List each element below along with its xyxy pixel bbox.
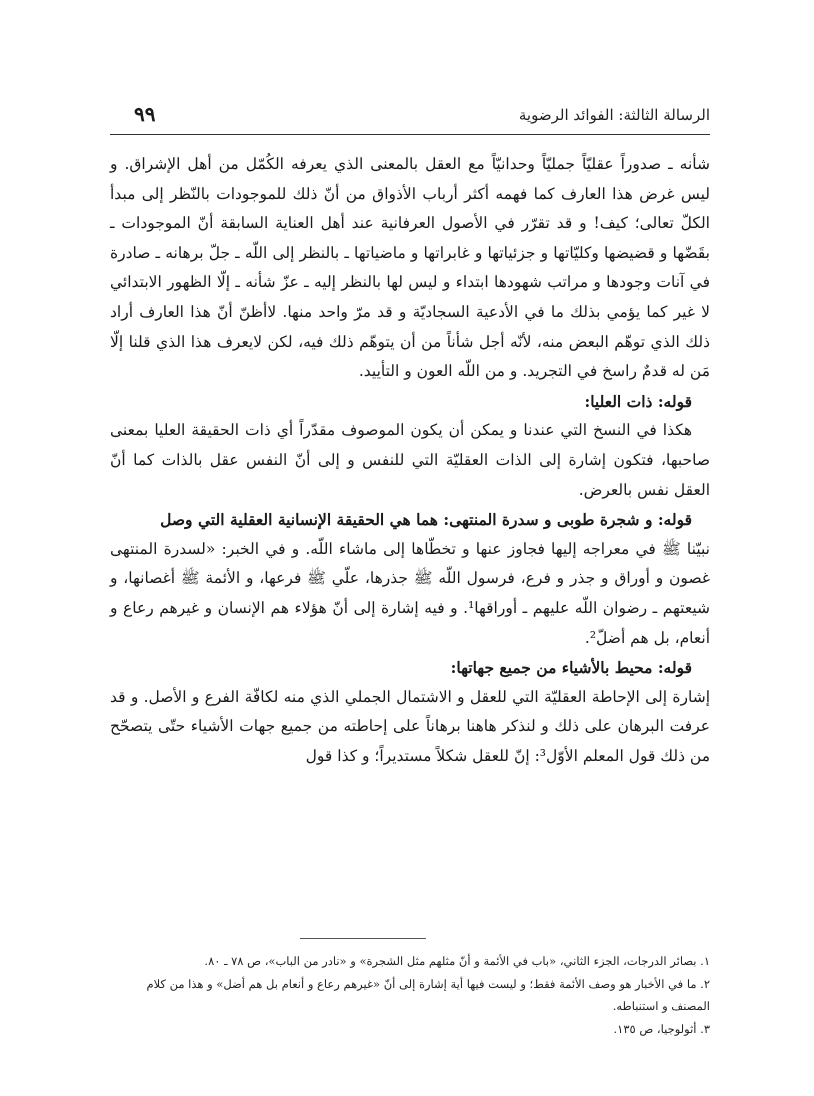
paragraph: نبيّنا ﷺ في معراجه إليها فجاوز عنها و تخطّاها إلى ماشاء اللّه. و في الخبر: «لسدرة المنتهى غصون و أوراق و جذر و فرع، فرسول اللّه ﷺ جذرها، علّي ﷺ فرعها، و الأئمة ﷺ أغصانها، و شيعتهم ـ رضوان اللّه عليهم ـ أوراقها¹. و فيه إشارة إلى أنّ هؤلاء هم الإنسان و غيرهم رعاع و أنعام، بل هم أضلّ². <box>110 539 710 647</box>
page-header <box>110 98 710 135</box>
footnote: ١. بصائر الدرجات، الجزء الثاني، «باب في الأئمة و أنّ مثلهم مثل الشجرة» و «نادر من الباب»، ص ٧٨ ـ ٨٠. <box>204 954 710 968</box>
quoted-heading: قوله: محيط بالأشياء من جميع جهاتها: <box>450 658 692 678</box>
paragraph: إشارة إلى الإحاطة العقليّة التي للعقل و الاشتمال الجملي الذي منه لكافّة الفرع و الأصل. و قد عرفت البرهان على ذلك و لنذكر هاهنا برهاناً على إحاطته من جميع جهات الأشياء حتّى يتصحّح من ذلك قول المعلم الأوّل³: إنّ للعقل شكلاً مستديراً؛ و كذا قول <box>110 687 710 765</box>
footnote-separator <box>300 938 426 939</box>
running-title: الرسالة الثالثة: الفوائد الرضوية <box>518 106 710 124</box>
footnote: ٢. ما في الأخبار هو وصف الأئمة فقط؛ و ليست فيها أية إشارة إلى أنّ «غيرهم رعاع و أنعام بل هم أضل» و هذا من كلام المصنف و استنباطه. <box>146 976 710 1013</box>
footnote: ٣. أثولوجيا، ص ١٣٥. <box>613 1021 710 1036</box>
paragraph: هكذا في النسخ التي عندنا و يمكن أن يكون الموصوف مقدّراً أي ذات الحقيقة العليا بمعنى صاحبها، فتكون إشارة إلى الذات العقليّة التي للنفس و إلى أنّ النفس عقل بالذات كما أنّ العقل نفس بالعرض. <box>110 421 710 499</box>
page-number: ۹۹ <box>134 102 156 126</box>
quoted-heading: قوله: و شجرة طوبى و سدرة المنتهى: هما هي الحقيقة الإنسانية العقلية التي وصل <box>160 510 692 530</box>
footnotes <box>110 950 710 1040</box>
quoted-heading: قوله: ذات العليا: <box>584 391 692 411</box>
paragraph: شأنه ـ صدوراً عقليّاً جمليّاً وحدانيّاً مع العقل بالمعنى الذي يعرفه الكُمّل من أهل الإشراق. و ليس غرض هذا العارف كما فهمه أكثر أرباب الأذواق من أنّ ذلك للموجودات بالنّظر إلى مبدأ الكلّ تعالى؛ كيف! و قد تقرّر في الأصول العرفانية عند أهل العناية السابقة أنّ الموجودات ـ بقَضّها و قضيضها وكليّاتها و جزئياتها و غابراتها و ماضياتها ـ بالنظر إلى اللّه ـ جلّ برهانه ـ صادرة في آنات وجودها و مراتب شهودها ابتداء و ليس لها بالنظر إليه ـ عزّ شأنه ـ إلّا الظهور الابتدائي لا غير كما يؤمي بذلك ما في الأدعية السجاديّة و قد مرّ واحد منها. لاأظنّ أنّ هذا العارف أراد ذلك الذي توهّم البعض منه، لأنّه أجل شأناً من أن يتوهّم ذلك فيه، لكن لايعرف هذا الذي قلنا إلّا مَن له قدمٌ راسخ في التجريد. و من اللّه العون و التأييد. <box>110 155 710 381</box>
main-text <box>110 150 710 771</box>
